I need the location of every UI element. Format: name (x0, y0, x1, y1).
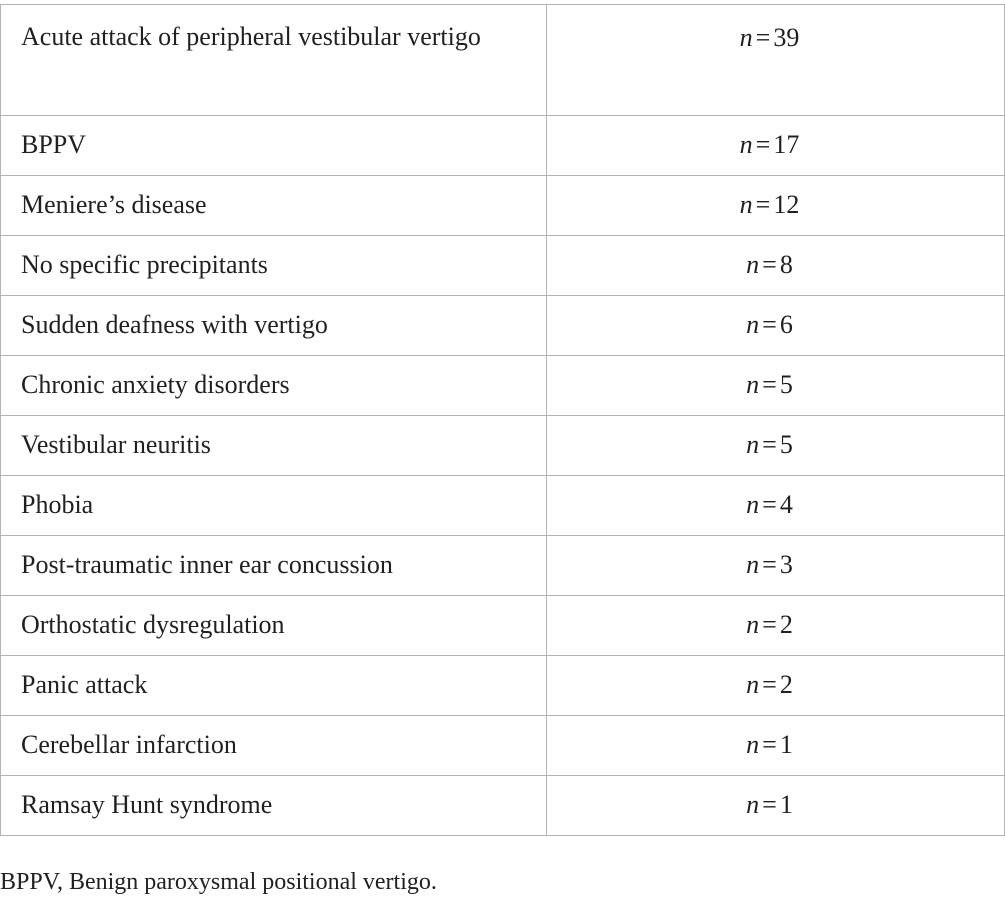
count-value: 4 (779, 490, 793, 519)
n-variable: n (746, 730, 760, 759)
table-footnote: BPPV, Benign paroxysmal positional vertigo. (0, 869, 437, 895)
equals-sign: = (762, 370, 777, 399)
n-variable: n (746, 670, 760, 699)
count-value: 17 (773, 130, 800, 159)
condition-cell: Panic attack (1, 656, 547, 716)
table-row (1, 716, 1005, 776)
count-value: 5 (779, 430, 793, 459)
table-row (1, 116, 1005, 176)
count-cell (547, 416, 1005, 476)
condition-cell: Orthostatic dysregulation (1, 596, 547, 656)
diagnosis-table (0, 4, 1005, 836)
count-value: 6 (779, 310, 793, 339)
table-row (1, 236, 1005, 296)
n-variable: n (739, 190, 753, 219)
table-row (1, 656, 1005, 716)
condition-cell: Sudden deafness with vertigo (1, 296, 547, 356)
condition-cell: Phobia (1, 476, 547, 536)
count-cell (547, 296, 1005, 356)
equals-sign: = (762, 730, 777, 759)
count-value: 39 (773, 23, 800, 52)
condition-cell: Ramsay Hunt syndrome (1, 776, 547, 836)
equals-sign: = (762, 790, 777, 819)
count-value: 8 (779, 250, 793, 279)
equals-sign: = (762, 250, 777, 279)
table-row (1, 296, 1005, 356)
count-cell (547, 776, 1005, 836)
count-cell (547, 596, 1005, 656)
equals-sign: = (762, 610, 777, 639)
n-variable: n (739, 130, 753, 159)
count-value: 1 (779, 730, 793, 759)
equals-sign: = (762, 430, 777, 459)
condition-cell: Post-traumatic inner ear concussion (1, 536, 547, 596)
equals-sign: = (762, 310, 777, 339)
count-value: 3 (779, 550, 793, 579)
condition-cell: Meniere’s disease (1, 176, 547, 236)
equals-sign: = (755, 23, 771, 52)
table-row (1, 176, 1005, 236)
n-variable: n (746, 790, 760, 819)
count-value: 2 (779, 670, 793, 699)
n-variable: n (746, 430, 760, 459)
count-value: 1 (779, 790, 793, 819)
count-cell (547, 116, 1005, 176)
n-variable: n (746, 610, 760, 639)
condition-cell: Cerebellar infarction (1, 716, 547, 776)
table-row (1, 596, 1005, 656)
table-row (1, 416, 1005, 476)
n-variable: n (746, 250, 760, 279)
equals-sign: = (755, 190, 771, 219)
equals-sign: = (762, 550, 777, 579)
count-cell (547, 5, 1005, 116)
count-cell (547, 716, 1005, 776)
count-cell (547, 236, 1005, 296)
n-variable: n (746, 370, 760, 399)
condition-cell: BPPV (1, 116, 547, 176)
count-value: 2 (779, 610, 793, 639)
condition-cell: No specific precipitants (1, 236, 547, 296)
count-cell (547, 536, 1005, 596)
n-variable: n (746, 550, 760, 579)
table-row (1, 356, 1005, 416)
count-cell (547, 476, 1005, 536)
table-row (1, 776, 1005, 836)
condition-cell: Vestibular neuritis (1, 416, 547, 476)
equals-sign: = (755, 130, 771, 159)
count-value: 5 (779, 370, 793, 399)
equals-sign: = (762, 490, 777, 519)
table-row (1, 476, 1005, 536)
equals-sign: = (762, 670, 777, 699)
n-variable: n (746, 490, 760, 519)
n-variable: n (746, 310, 760, 339)
count-value: 12 (773, 190, 800, 219)
n-variable: n (739, 23, 753, 52)
count-cell (547, 356, 1005, 416)
condition-cell: Acute attack of peripheral vestibular vertigo (1, 5, 547, 116)
count-cell (547, 176, 1005, 236)
condition-cell: Chronic anxiety disorders (1, 356, 547, 416)
count-cell (547, 656, 1005, 716)
table-row (1, 536, 1005, 596)
table-row (1, 5, 1005, 116)
